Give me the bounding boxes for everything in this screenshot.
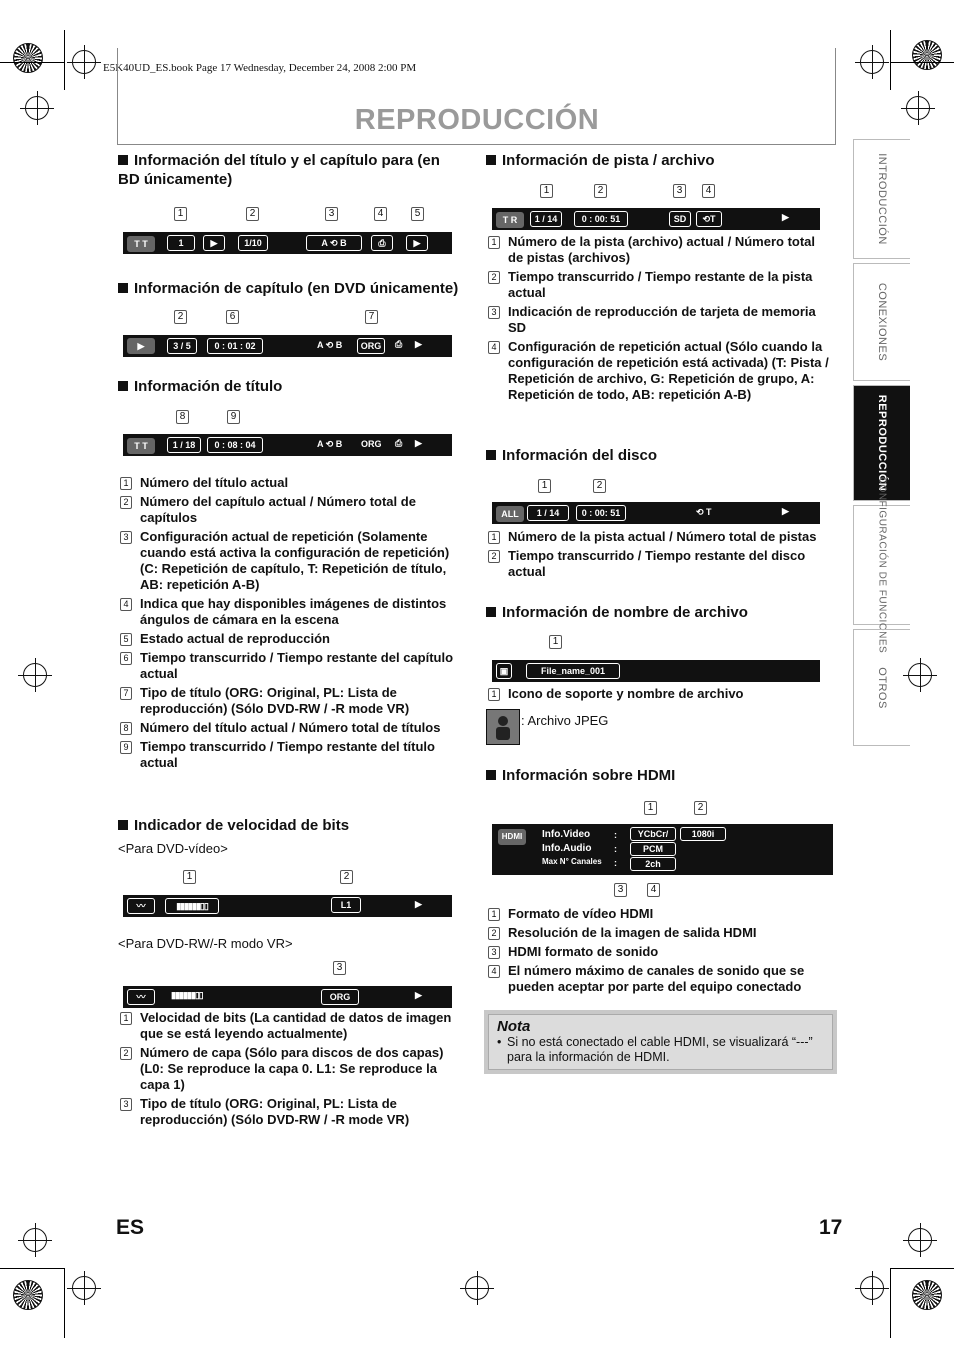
list-item: 2 Número del capítulo actual / Número total de capítulos xyxy=(120,494,470,526)
heading-text: Información de pista / archivo xyxy=(502,152,715,169)
max-channels: 2ch xyxy=(630,857,676,871)
callout-3: 3 xyxy=(333,961,346,975)
tt-label: T T xyxy=(127,236,155,252)
colon: : xyxy=(614,830,617,840)
list-item: 1 Velocidad de bits (La cantidad de datos de imagen que se está leyendo actualmente) xyxy=(120,1010,470,1042)
list-item: 4 El número máximo de canales de sonido que se pueden aceptar por parte del equipo conectado xyxy=(488,963,833,995)
callout-1: 1 xyxy=(540,184,553,198)
callout-1: 1 xyxy=(183,870,196,884)
filename-item-list xyxy=(488,686,833,705)
section-heading xyxy=(486,151,831,170)
crop-mark xyxy=(64,30,65,90)
list-item: 9 Tiempo transcurrido / Tiempo restante del título actual xyxy=(120,739,470,771)
crop-mark xyxy=(890,30,891,90)
page-number: 17 xyxy=(819,1216,843,1239)
bitrate-meter: ▮▮▮▮▮▮▯▯ xyxy=(165,898,219,914)
list-item: 2 Tiempo transcurrido / Tiempo restante del disco actual xyxy=(488,548,833,580)
tr-label: T R xyxy=(496,212,524,228)
media-icon: ▣ xyxy=(496,663,512,679)
track-number: 1 / 14 xyxy=(530,211,562,227)
section-heading xyxy=(118,151,463,189)
note-title: Nota xyxy=(497,1018,531,1035)
jpeg-label: : Archivo JPEG xyxy=(521,713,609,728)
callout-2: 2 xyxy=(340,870,353,884)
chapter-icon: ▶ xyxy=(203,235,225,251)
chapter-icon: ▶ xyxy=(127,338,155,354)
bitrate-bar-video xyxy=(123,895,452,917)
all-label: ALL xyxy=(496,506,524,522)
list-item: 1 Icono de soporte y nombre de archivo xyxy=(488,686,833,702)
disc-item-list xyxy=(488,529,833,583)
language-label: ES xyxy=(116,1216,145,1239)
crop-mark xyxy=(890,1268,954,1269)
bitrate-bar-vr xyxy=(123,986,452,1008)
callout-2: 2 xyxy=(594,184,607,198)
bitrate-icon: 〰 xyxy=(127,989,155,1005)
page-title: REPRODUCCIÓN xyxy=(354,104,600,136)
file-info-line: E5K40UD_ES.book Page 17 Wednesday, December 24, 2008 2:00 PM xyxy=(103,62,417,74)
dvd-vr-caption: <Para DVD-RW/-R modo VR> xyxy=(118,936,293,951)
dvd-chapter-bar xyxy=(123,335,452,357)
dvd-title-bar xyxy=(123,434,452,456)
left-item-list xyxy=(120,475,470,774)
note-box xyxy=(484,1010,837,1074)
callout-3: 3 xyxy=(614,883,627,897)
registration-mark xyxy=(23,663,47,687)
file-name: File_name_001 xyxy=(526,663,620,679)
list-item: 3 Configuración actual de repetición (Solamente cuando está activa la configuración de repetición) (C: Repetición de capítulo, T: Repetición de título, AB: repetición A-B) xyxy=(120,529,470,593)
track-item-list xyxy=(488,234,833,406)
tab-configuracion[interactable] xyxy=(853,476,910,654)
repeat-indicator: ⟲T xyxy=(696,211,722,227)
repeat-indicator: A ⟲ B xyxy=(317,340,343,350)
tab-label: INTRODUCCIÓN xyxy=(876,153,888,245)
callout-9: 9 xyxy=(227,410,240,424)
list-item: 5 Estado actual de reproducción xyxy=(120,631,470,647)
section-heading xyxy=(118,377,463,396)
hdmi-item-list xyxy=(488,906,833,998)
title-type: ORG xyxy=(321,989,359,1005)
heading-text: Información del disco xyxy=(502,447,658,464)
tt-label: T T xyxy=(127,438,155,454)
colon: : xyxy=(614,844,617,854)
callout-2: 2 xyxy=(694,801,707,815)
registration-mark xyxy=(72,50,96,74)
callout-3: 3 xyxy=(673,184,686,198)
crop-mark xyxy=(0,1268,64,1269)
channels-label: Max N° Canales xyxy=(542,857,602,866)
heading-text: Información del título y el capítulo para (en BD únicamente) xyxy=(118,152,440,188)
repeat-indicator: A ⟲ B xyxy=(317,439,343,449)
angle-icon: ⎙ xyxy=(395,438,403,448)
callout-6: 6 xyxy=(226,310,239,324)
disc-time: 0 : 00: 51 xyxy=(576,505,626,521)
tab-label: REPRODUCCIÓN xyxy=(876,394,888,492)
callout-4: 4 xyxy=(647,883,660,897)
bitrate-icon: 〰 xyxy=(127,898,155,914)
callout-2: 2 xyxy=(593,479,606,493)
registration-mark xyxy=(465,1276,489,1300)
play-state-icon: ▶ xyxy=(415,899,422,909)
list-item: 2 Resolución de la imagen de salida HDMI xyxy=(488,925,833,941)
repeat-indicator: A ⟲ B xyxy=(306,235,362,251)
video-format: YCbCr/ xyxy=(630,827,676,841)
bitrate-item-list xyxy=(120,1010,470,1131)
play-state-icon: ▶ xyxy=(415,990,422,1000)
bullet: • xyxy=(497,1035,502,1049)
callout-8: 8 xyxy=(176,410,189,424)
disc-track: 1 / 14 xyxy=(527,505,569,521)
tab-conexiones[interactable] xyxy=(853,263,910,381)
dvd-video-caption: <Para DVD-vídeo> xyxy=(118,841,228,856)
title-number: 1 xyxy=(167,235,195,251)
callout-3: 3 xyxy=(325,207,338,221)
person-icon xyxy=(487,710,519,744)
registration-sun-mark xyxy=(13,1280,43,1310)
note-text: Si no está conectado el cable HDMI, se visualizará “---” para la información de HDMI. xyxy=(507,1035,813,1064)
heading-text: Indicador de velocidad de bits xyxy=(134,817,350,834)
play-state-icon: ▶ xyxy=(406,235,428,251)
disc-info-bar xyxy=(492,502,820,524)
tab-label: CONEXIONES xyxy=(876,282,888,362)
filename-bar xyxy=(492,660,820,682)
section-heading xyxy=(486,766,831,785)
section-heading xyxy=(118,279,463,298)
bitrate-meter: ▮▮▮▮▮▮▯▯ xyxy=(171,990,203,1000)
audio-format: PCM xyxy=(630,842,676,856)
registration-mark xyxy=(860,1276,884,1300)
registration-sun-mark xyxy=(912,1280,942,1310)
play-state-icon: ▶ xyxy=(782,212,789,222)
list-item: 2 Número de capa (Sólo para discos de dos capas) (L0: Se reproduce la capa 0. L1: Se reproduce la capa 1) xyxy=(120,1045,470,1093)
callout-7: 7 xyxy=(365,310,378,324)
angle-icon: ⎙ xyxy=(395,339,403,349)
list-item: 4 Indica que hay disponibles imágenes de distintos ángulos de cámara en la escena xyxy=(120,596,470,628)
section-heading xyxy=(486,603,831,622)
callout-4: 4 xyxy=(702,184,715,198)
colon: : xyxy=(614,858,617,868)
list-item: 7 Tipo de título (ORG: Original, PL: Lista de reproducción) (Sólo DVD-RW / -R mode VR) xyxy=(120,685,470,717)
tab-introduccion[interactable] xyxy=(853,139,910,259)
callout-4: 4 xyxy=(374,207,387,221)
list-item: 3 HDMI formato de sonido xyxy=(488,944,833,960)
list-item: 1 Número de la pista (archivo) actual / Número total de pistas (archivos) xyxy=(488,234,833,266)
list-item: 3 Indicación de reproducción de tarjeta de memoria SD xyxy=(488,304,833,336)
hdmi-info-panel xyxy=(492,824,833,875)
sd-indicator: SD xyxy=(669,211,691,227)
audio-label: Info.Audio xyxy=(542,843,592,854)
title-count: 1 / 18 xyxy=(167,437,201,453)
callout-5: 5 xyxy=(411,207,424,221)
heading-text: Información de título xyxy=(134,378,283,395)
video-label: Info.Video xyxy=(542,829,591,840)
track-time: 0 : 00: 51 xyxy=(574,211,628,227)
chapter-count: 3 / 5 xyxy=(167,338,197,354)
resolution: 1080i xyxy=(680,827,726,841)
list-item: 1 Formato de vídeo HDMI xyxy=(488,906,833,922)
repeat-indicator: ⟲ T xyxy=(696,507,712,517)
crop-mark xyxy=(890,62,954,63)
registration-mark xyxy=(860,50,884,74)
bd-info-bar xyxy=(123,232,452,254)
callout-1: 1 xyxy=(644,801,657,815)
angle-icon: ⎙ xyxy=(371,235,393,251)
section-heading xyxy=(118,816,463,835)
title-time: 0 : 08 : 04 xyxy=(207,437,263,453)
list-item: 4 Configuración de repetición actual (Sólo cuando la configuración de repetición está activada) (T: Pista / Repetición de archivo, G: Repetición de grupo, A: Repetición de todo, AB: repetición A-B) xyxy=(488,339,833,403)
list-item: 3 Tipo de título (ORG: Original, PL: Lista de reproducción) (Sólo DVD-RW / -R mode VR) xyxy=(120,1096,470,1128)
list-item: 1 Número de la pista actual / Número total de pistas xyxy=(488,529,833,545)
crop-mark xyxy=(64,1268,65,1338)
list-item: 1 Número del título actual xyxy=(120,475,470,491)
crop-mark xyxy=(0,62,64,63)
registration-sun-mark xyxy=(13,43,43,73)
registration-mark xyxy=(908,1228,932,1252)
play-state-icon: ▶ xyxy=(782,506,789,516)
tab-otros[interactable] xyxy=(853,629,910,746)
callout-1: 1 xyxy=(538,479,551,493)
tab-label: OTROS xyxy=(876,666,888,709)
chapter-number: 1/10 xyxy=(238,235,268,251)
title-type: ORG xyxy=(361,439,382,449)
hdmi-tag: HDMI xyxy=(498,829,526,845)
registration-mark xyxy=(72,1276,96,1300)
callout-1: 1 xyxy=(174,207,187,221)
jpeg-icon xyxy=(486,709,520,745)
heading-text: Información de nombre de archivo xyxy=(502,604,748,621)
heading-text: Información sobre HDMI xyxy=(502,767,676,784)
title-type: ORG xyxy=(357,338,385,354)
registration-mark xyxy=(908,663,932,687)
callout-2: 2 xyxy=(174,310,187,324)
callout-2: 2 xyxy=(246,207,259,221)
registration-mark xyxy=(23,1228,47,1252)
tab-label: CONFIGURACIÓN DE FUNCIONES xyxy=(876,476,888,654)
section-heading xyxy=(486,446,831,465)
heading-text: Información de capítulo (en DVD únicamente) xyxy=(134,280,459,297)
track-info-bar xyxy=(492,208,820,230)
chapter-time: 0 : 01 : 02 xyxy=(207,338,263,354)
play-state-icon: ▶ xyxy=(415,438,422,448)
list-item: 8 Número del título actual / Número total de títulos xyxy=(120,720,470,736)
play-state-icon: ▶ xyxy=(415,339,422,349)
crop-mark xyxy=(890,1268,891,1338)
registration-sun-mark xyxy=(912,40,942,70)
list-item: 2 Tiempo transcurrido / Tiempo restante de la pista actual xyxy=(488,269,833,301)
callout-1: 1 xyxy=(549,635,562,649)
layer-number: L1 xyxy=(331,897,361,913)
list-item: 6 Tiempo transcurrido / Tiempo restante del capítulo actual xyxy=(120,650,470,682)
